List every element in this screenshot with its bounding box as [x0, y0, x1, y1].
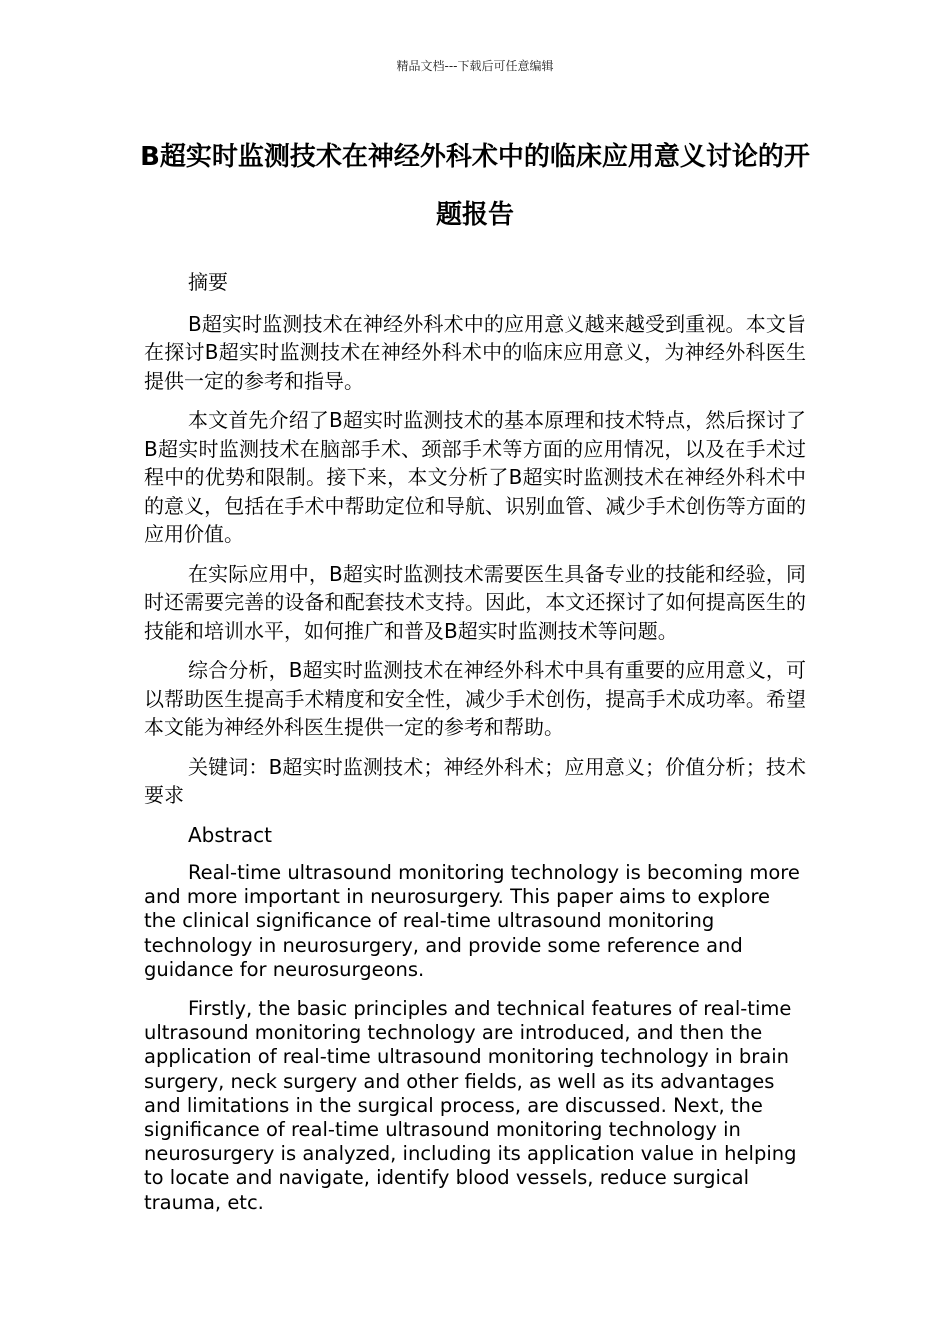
document-title: B超实时监测技术在神经外科术中的临床应用意义讨论的开题报告 — [140, 142, 810, 230]
abstract-paragraph-cn-3: 在实际应用中，B超实时监测技术需要医生具备专业的技能和经验，同时还需要完善的设备和配套技术支持。因此，本文还探讨了如何提高医生的技能和培训水平，如何推广和普及B超实时监测技术等问题。 — [144, 561, 806, 643]
abstract-paragraph-en-2: Firstly, the basic principles and technical features of real-time ultrasound monitoring technology are introduced, and then the application of real-time ultrasound monitoring technology in brain surgery, neck surgery and other fields, as well as its advantages and limitations in the surgical process, are discussed. Next, the significance of real-time ultrasound monitoring technology in neurosurgery is analyzed, including its application value in helping to locate and navigate, identify blood vessels, reduce surgical trauma, etc. — [144, 997, 797, 1214]
document-body — [144, 268, 806, 1230]
abstract-paragraph-en-1: Real-time ultrasound monitoring technology is becoming more and more important in neurosurgery. This paper aims to explore the clinical significance of real-time ultrasound monitoring technology in neurosurgery, and provide some reference and guidance for neurosurgeons. — [144, 861, 800, 981]
header-note: 精品文档---下载后可任意编辑 — [396, 59, 554, 73]
keywords-cn: 关键词：B超实时监测技术；神经外科术；应用意义；价值分析；技术要求 — [144, 754, 806, 807]
abstract-paragraph-cn-1: B超实时监测技术在神经外科术中的应用意义越来越受到重视。本文旨在探讨B超实时监测技术在神经外科术中的临床应用意义，为神经外科医生提供一定的参考和指导。 — [144, 311, 806, 393]
abstract-paragraph-cn-2: 本文首先介绍了B超实时监测技术的基本原理和技术特点，然后探讨了B超实时监测技术在脑部手术、颈部手术等方面的应用情况，以及在手术过程中的优势和限制。接下来，本文分析了B超实时监测技术在神经外科术中的意义，包括在手术中帮助定位和导航、识别血管、减少手术创伤等方面的应用价值。 — [144, 408, 806, 546]
abstract-heading-en: Abstract — [188, 822, 272, 847]
abstract-heading-cn: 摘要 — [188, 270, 228, 294]
abstract-paragraph-cn-4: 综合分析，B超实时监测技术在神经外科术中具有重要的应用意义，可以帮助医生提高手术精度和安全性，减少手术创伤，提高手术成功率。希望本文能为神经外科医生提供一定的参考和帮助。 — [144, 658, 806, 739]
